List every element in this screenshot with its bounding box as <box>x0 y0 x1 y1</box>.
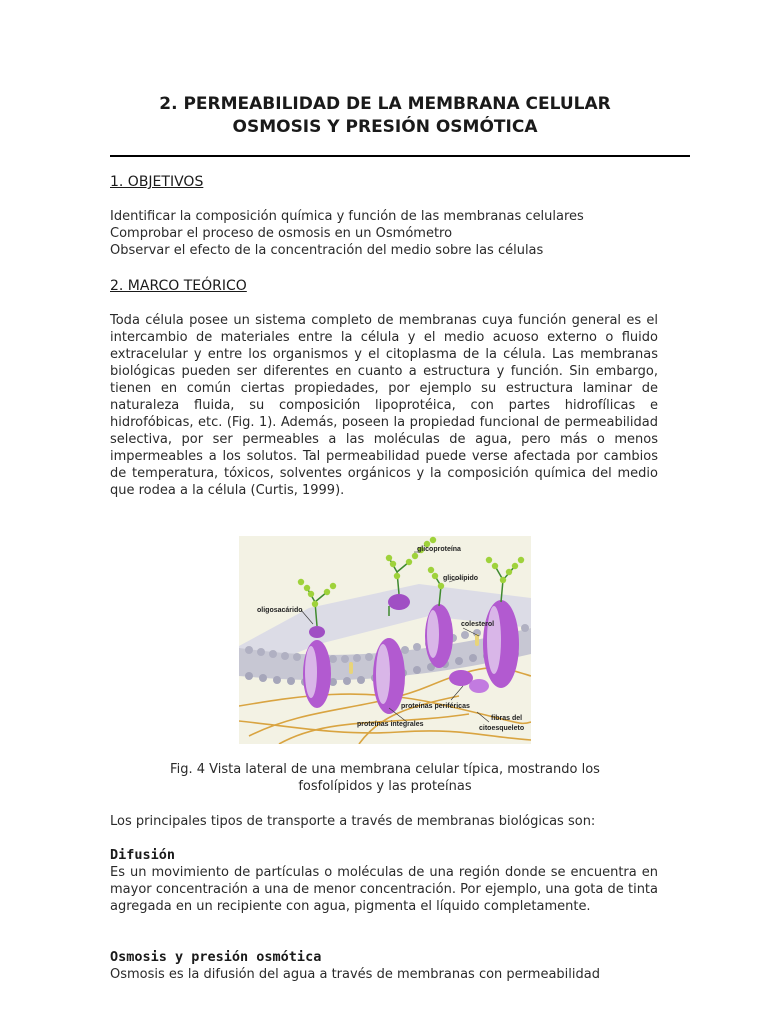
objective-item-3: Observar el efecto de la concentración del medio sobre las células <box>110 243 544 258</box>
difusion-heading: Difusión <box>110 847 176 863</box>
difusion-text: Es un movimiento de partículas o moléculas de una región donde se encuentra en mayor concentración a una de menor concentración. Por ejemplo, una gota de tinta agregada en un recipiente con agua, pigmenta el líquido completamente. <box>110 865 658 914</box>
label-fibras-line2: citoesqueleto <box>479 725 525 732</box>
figure-caption-line1: Fig. 4 Vista lateral de una membrana celular típica, mostrando los <box>170 762 600 777</box>
title-divider <box>110 155 690 157</box>
cell-membrane-diagram-icon <box>239 536 531 744</box>
label-glicolipido: glicolípido <box>443 575 478 582</box>
label-fibras-line1: fibras del <box>491 715 523 722</box>
label-colesterol: colesterol <box>461 621 495 628</box>
document-title-line1: 2. PERMEABILIDAD DE LA MEMBRANA CELULAR <box>159 94 611 114</box>
objective-item-2: Comprobar el proceso de osmosis en un Osmómetro <box>110 226 453 241</box>
label-proteinas-perifericas: proteínas periféricas <box>401 703 470 710</box>
document-title-line2: OSMOSIS Y PRESIÓN OSMÓTICA <box>232 117 538 137</box>
section-heading-marco-teorico: 2. MARCO TEÓRICO <box>110 278 247 294</box>
transport-intro: Los principales tipos de transporte a través de membranas biológicas son: <box>110 814 596 829</box>
osmosis-heading: Osmosis y presión osmótica <box>110 949 322 965</box>
objective-item-1: Identificar la composición química y función de las membranas celulares <box>110 209 584 224</box>
marco-teorico-paragraph: Toda célula posee un sistema completo de membranas cuya función general es el intercambio de materiales entre la célula y el medio acuoso externo o fluido extracelular y entre los organismos y el citoplasma de la célula. Las membranas biológicas pueden ser diferentes en cuanto a estructura y función. Sin embargo, tienen en común ciertas propiedades, por ejemplo su estructura laminar de naturaleza fluida, su composición lipoprotéica, con partes hidrofílicas e hidrofóbicas, etc. (Fig. 1). Además, poseen la propiedad funcional de permeabilidad selectiva, por ser permeables a las moléculas de agua, pero más o menos impermeables a los solutos. Tal permeabilidad puede verse afectada por cambios de temperatura, tóxicos, solventes orgánicos y la composición química del medio que rodea a la célula (Curtis, 1999). <box>110 313 658 498</box>
label-oligosacarido: oligosacárido <box>257 607 303 614</box>
figure-caption-line2: fosfolípidos y las proteínas <box>298 779 472 794</box>
cell-membrane-diagram <box>239 536 531 744</box>
figure-caption <box>120 761 650 795</box>
osmosis-text: Osmosis es la difusión del agua a través de membranas con permeabilidad <box>110 967 600 982</box>
label-proteinas-integrales: proteínas integrales <box>357 721 424 728</box>
section-heading-objetivos: 1. OBJETIVOS <box>110 174 204 190</box>
label-glicoproteina: glicoproteína <box>417 546 461 553</box>
